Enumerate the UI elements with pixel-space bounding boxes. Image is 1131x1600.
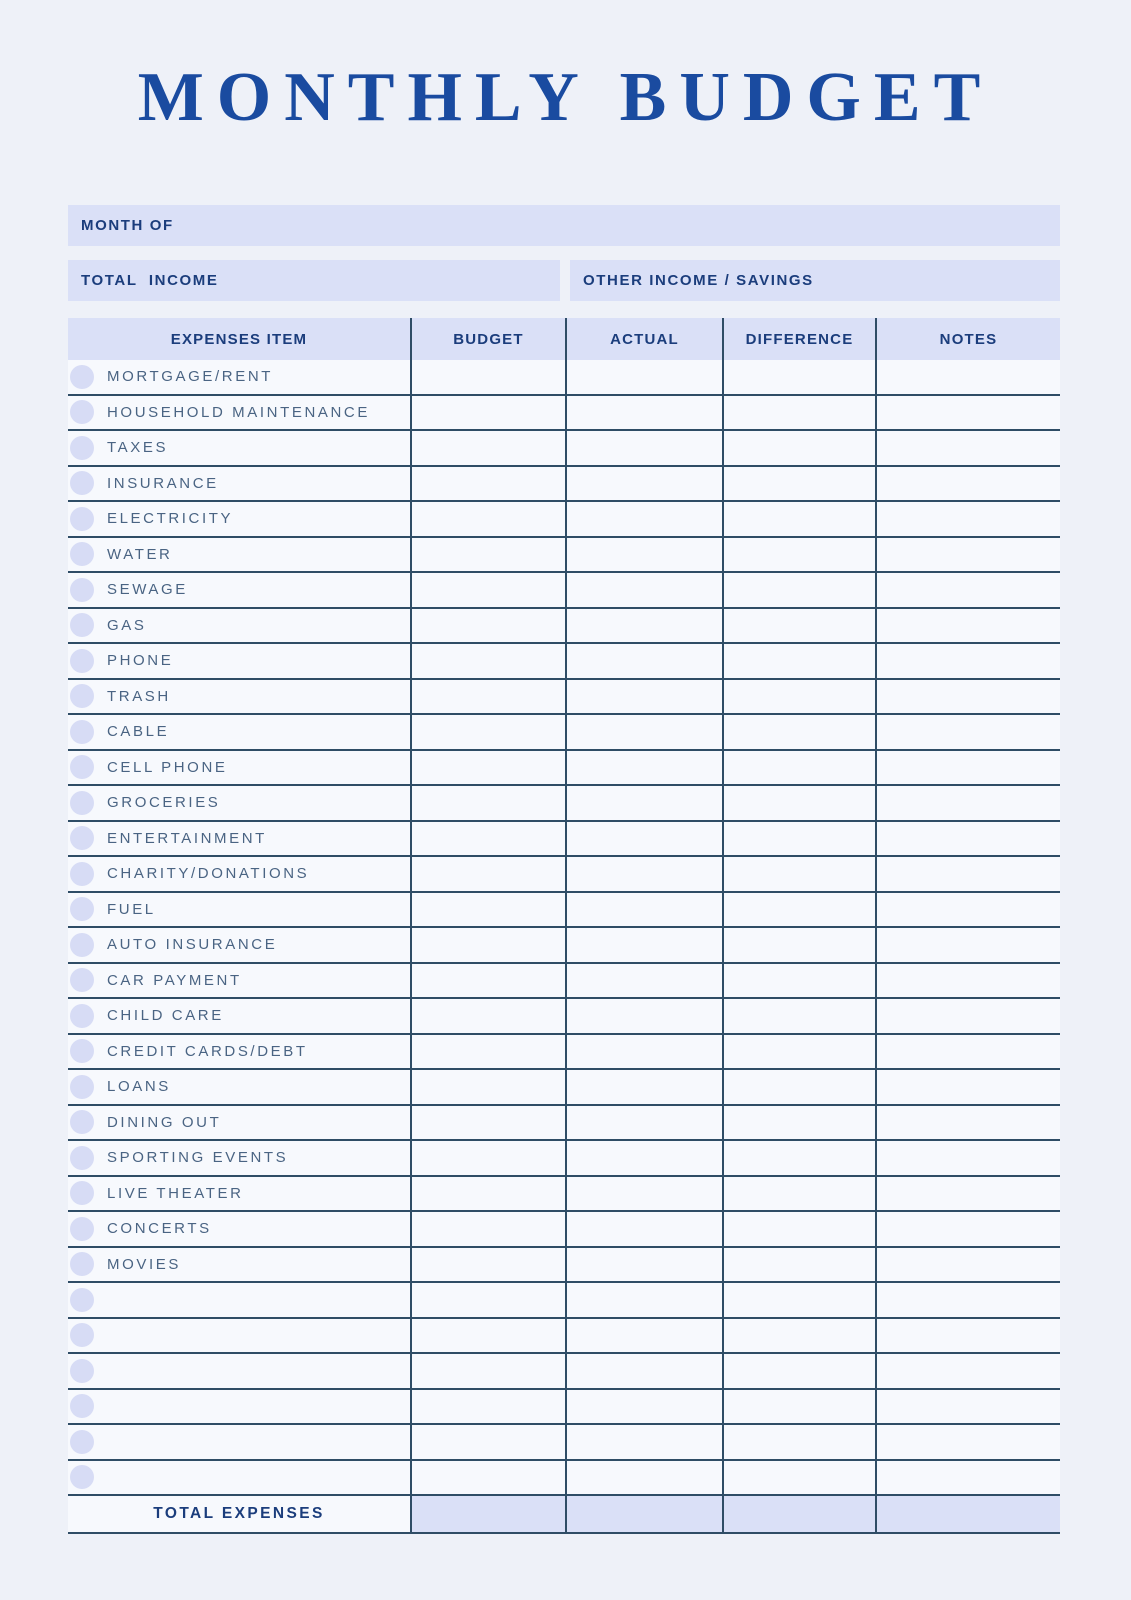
notes-cell: [875, 1177, 1060, 1211]
expense-item-cell: [68, 893, 410, 927]
expense-item-cell: [68, 964, 410, 998]
budget-cell: [410, 1212, 565, 1246]
actual-cell: [565, 1425, 722, 1459]
actual-cell: [565, 644, 722, 678]
bullet-circle-icon: [70, 1288, 94, 1312]
bullet-circle-icon: [70, 968, 94, 992]
expense-item-cell: [68, 999, 410, 1033]
expense-label: ELECTRICITY: [107, 510, 234, 528]
expenses-table: [68, 318, 1060, 1534]
header-expenses-item: EXPENSES ITEM: [68, 318, 410, 360]
budget-cell: [410, 1035, 565, 1069]
budget-cell: [410, 1425, 565, 1459]
budget-cell: [410, 538, 565, 572]
bullet-circle-icon: [70, 1146, 94, 1170]
expense-row: [68, 1035, 1060, 1071]
table-header-row: [68, 318, 1060, 360]
bullet-circle-icon: [70, 471, 94, 495]
actual-cell: [565, 609, 722, 643]
expense-label: CABLE: [107, 723, 170, 741]
expense-label: TRASH: [107, 687, 171, 705]
expense-item-cell: [68, 1248, 410, 1282]
difference-cell: [722, 573, 875, 607]
expense-item-cell: [68, 644, 410, 678]
actual-cell: [565, 786, 722, 820]
bullet-circle-icon: [70, 542, 94, 566]
bullet-circle-icon: [70, 613, 94, 637]
difference-cell: [722, 786, 875, 820]
notes-cell: [875, 786, 1060, 820]
expense-item-cell: [68, 786, 410, 820]
actual-cell: [565, 715, 722, 749]
budget-cell: [410, 715, 565, 749]
header-actual: ACTUAL: [565, 318, 722, 360]
expense-item-cell: [68, 467, 410, 501]
expense-label: ENTERTAINMENT: [107, 829, 267, 847]
actual-cell: [565, 1035, 722, 1069]
bullet-circle-icon: [70, 897, 94, 921]
expense-item-cell: [68, 360, 410, 394]
expense-row: [68, 1425, 1060, 1461]
budget-cell: [410, 644, 565, 678]
difference-cell: [722, 1319, 875, 1353]
difference-cell: [722, 1141, 875, 1175]
notes-cell: [875, 502, 1060, 536]
expense-item-cell: [68, 1212, 410, 1246]
budget-cell: [410, 928, 565, 962]
budget-cell: [410, 360, 565, 394]
notes-cell: [875, 1354, 1060, 1388]
expense-label: PHONE: [107, 652, 174, 670]
other-income-savings-field: [570, 260, 1060, 301]
budget-cell: [410, 1461, 565, 1495]
expense-label: CHILD CARE: [107, 1007, 224, 1025]
difference-cell: [722, 857, 875, 891]
budget-cell: [410, 1141, 565, 1175]
notes-cell: [875, 1283, 1060, 1317]
difference-cell: [722, 1283, 875, 1317]
difference-cell: [722, 360, 875, 394]
expense-label: GAS: [107, 616, 147, 634]
expense-item-cell: [68, 928, 410, 962]
actual-cell: [565, 964, 722, 998]
expense-label: MORTGAGE/RENT: [107, 368, 274, 386]
budget-cell: [410, 822, 565, 856]
difference-cell: [722, 1248, 875, 1282]
actual-cell: [565, 431, 722, 465]
expense-row: [68, 1177, 1060, 1213]
budget-cell: [410, 1177, 565, 1211]
difference-cell: [722, 680, 875, 714]
expense-row: [68, 502, 1060, 538]
bullet-circle-icon: [70, 1004, 94, 1028]
bullet-circle-icon: [70, 862, 94, 886]
expense-row: [68, 538, 1060, 574]
expense-item-cell: [68, 502, 410, 536]
notes-cell: [875, 1461, 1060, 1495]
difference-cell: [722, 1212, 875, 1246]
expense-label: LOANS: [107, 1078, 171, 1096]
notes-cell: [875, 715, 1060, 749]
budget-cell: [410, 1106, 565, 1140]
difference-cell: [722, 538, 875, 572]
notes-cell: [875, 360, 1060, 394]
difference-cell: [722, 893, 875, 927]
expense-row: [68, 1319, 1060, 1355]
expense-row: [68, 1354, 1060, 1390]
bullet-circle-icon: [70, 400, 94, 424]
actual-cell: [565, 1319, 722, 1353]
notes-cell: [875, 1070, 1060, 1104]
expense-item-cell: [68, 1283, 410, 1317]
expense-label: CELL PHONE: [107, 758, 228, 776]
bullet-circle-icon: [70, 1323, 94, 1347]
actual-cell: [565, 538, 722, 572]
other-income-savings-label: OTHER INCOME / SAVINGS: [583, 272, 814, 289]
expense-row: [68, 1212, 1060, 1248]
expense-label: DINING OUT: [107, 1113, 222, 1131]
expense-label: CONCERTS: [107, 1220, 212, 1238]
notes-cell: [875, 1212, 1060, 1246]
notes-cell: [875, 1035, 1060, 1069]
difference-cell: [722, 1106, 875, 1140]
notes-cell: [875, 467, 1060, 501]
expense-row: [68, 822, 1060, 858]
difference-cell: [722, 609, 875, 643]
actual-cell: [565, 928, 722, 962]
expense-item-cell: [68, 1390, 410, 1424]
budget-cell: [410, 1070, 565, 1104]
bullet-circle-icon: [70, 1465, 94, 1489]
expense-label: LIVE THEATER: [107, 1184, 244, 1202]
expense-item-cell: [68, 1035, 410, 1069]
expense-item-cell: [68, 1354, 410, 1388]
bullet-circle-icon: [70, 755, 94, 779]
expense-item-cell: [68, 1425, 410, 1459]
expense-row: [68, 1461, 1060, 1497]
page-content: [68, 205, 1060, 1534]
budget-cell: [410, 431, 565, 465]
expense-row: [68, 1141, 1060, 1177]
notes-cell: [875, 396, 1060, 430]
budget-cell: [410, 1283, 565, 1317]
expense-row: [68, 964, 1060, 1000]
actual-cell: [565, 751, 722, 785]
budget-cell: [410, 964, 565, 998]
notes-cell: [875, 1106, 1060, 1140]
notes-cell: [875, 857, 1060, 891]
actual-cell: [565, 1390, 722, 1424]
difference-cell: [722, 502, 875, 536]
budget-cell: [410, 502, 565, 536]
budget-cell: [410, 1354, 565, 1388]
actual-cell: [565, 573, 722, 607]
header-budget: BUDGET: [410, 318, 565, 360]
difference-cell: [722, 1390, 875, 1424]
difference-cell: [722, 1425, 875, 1459]
actual-cell: [565, 467, 722, 501]
notes-cell: [875, 1425, 1060, 1459]
table-body: [68, 360, 1060, 1496]
expense-row: [68, 644, 1060, 680]
income-section: [68, 260, 1060, 301]
expense-item-cell: [68, 538, 410, 572]
actual-cell: [565, 893, 722, 927]
bullet-circle-icon: [70, 1039, 94, 1063]
expense-item-cell: [68, 715, 410, 749]
difference-cell: [722, 964, 875, 998]
expense-row: [68, 680, 1060, 716]
notes-cell: [875, 999, 1060, 1033]
expense-item-cell: [68, 857, 410, 891]
expense-row: [68, 360, 1060, 396]
bullet-circle-icon: [70, 1075, 94, 1099]
header-notes: NOTES: [875, 318, 1060, 360]
budget-cell: [410, 467, 565, 501]
expense-item-cell: [68, 751, 410, 785]
budget-cell: [410, 609, 565, 643]
header-difference: DIFFERENCE: [722, 318, 875, 360]
expense-row: [68, 1283, 1060, 1319]
expense-label: AUTO INSURANCE: [107, 936, 278, 954]
actual-cell: [565, 502, 722, 536]
actual-cell: [565, 822, 722, 856]
expense-label: CHARITY/DONATIONS: [107, 865, 310, 883]
expense-label: TAXES: [107, 439, 169, 457]
actual-cell: [565, 1354, 722, 1388]
expense-item-cell: [68, 1177, 410, 1211]
notes-cell: [875, 1319, 1060, 1353]
page-title: MONTHLY BUDGET: [137, 59, 994, 136]
actual-cell: [565, 1461, 722, 1495]
notes-cell: [875, 431, 1060, 465]
actual-cell: [565, 1283, 722, 1317]
expense-item-cell: [68, 1461, 410, 1495]
expense-row: [68, 1106, 1060, 1142]
bullet-circle-icon: [70, 720, 94, 744]
expense-item-cell: [68, 1319, 410, 1353]
expense-item-cell: [68, 1106, 410, 1140]
actual-cell: [565, 857, 722, 891]
expense-label: FUEL: [107, 900, 156, 918]
expense-label: GROCERIES: [107, 794, 221, 812]
notes-cell: [875, 893, 1060, 927]
expense-row: [68, 857, 1060, 893]
budget-cell: [410, 1319, 565, 1353]
actual-cell: [565, 396, 722, 430]
expense-item-cell: [68, 1141, 410, 1175]
expense-row: [68, 1390, 1060, 1426]
notes-cell: [875, 1248, 1060, 1282]
budget-cell: [410, 573, 565, 607]
notes-cell: [875, 644, 1060, 678]
bullet-circle-icon: [70, 436, 94, 460]
difference-cell: [722, 715, 875, 749]
difference-cell: [722, 751, 875, 785]
notes-cell: [875, 538, 1060, 572]
expense-row: [68, 1248, 1060, 1284]
expense-item-cell: [68, 609, 410, 643]
actual-cell: [565, 1177, 722, 1211]
notes-cell: [875, 964, 1060, 998]
bullet-circle-icon: [70, 365, 94, 389]
expense-row: [68, 1070, 1060, 1106]
bullet-circle-icon: [70, 1110, 94, 1134]
notes-cell: [875, 573, 1060, 607]
actual-cell: [565, 680, 722, 714]
budget-cell: [410, 786, 565, 820]
expense-label: CREDIT CARDS/DEBT: [107, 1042, 308, 1060]
actual-cell: [565, 360, 722, 394]
actual-cell: [565, 999, 722, 1033]
actual-cell: [565, 1248, 722, 1282]
budget-cell: [410, 1248, 565, 1282]
bullet-circle-icon: [70, 1394, 94, 1418]
expense-item-cell: [68, 573, 410, 607]
expense-row: [68, 609, 1060, 645]
bullet-circle-icon: [70, 1252, 94, 1276]
expense-row: [68, 893, 1060, 929]
actual-cell: [565, 1212, 722, 1246]
notes-cell: [875, 1390, 1060, 1424]
difference-cell: [722, 999, 875, 1033]
bullet-circle-icon: [70, 1430, 94, 1454]
budget-cell: [410, 1390, 565, 1424]
bullet-circle-icon: [70, 507, 94, 531]
expense-label: INSURANCE: [107, 474, 219, 492]
notes-cell: [875, 609, 1060, 643]
notes-cell: [875, 928, 1060, 962]
bullet-circle-icon: [70, 1181, 94, 1205]
difference-cell: [722, 822, 875, 856]
budget-cell: [410, 999, 565, 1033]
notes-cell: [875, 1141, 1060, 1175]
total-notes-cell: [875, 1496, 1060, 1532]
difference-cell: [722, 431, 875, 465]
budget-cell: [410, 857, 565, 891]
expense-row: [68, 751, 1060, 787]
budget-cell: [410, 396, 565, 430]
bullet-circle-icon: [70, 1359, 94, 1383]
bullet-circle-icon: [70, 578, 94, 602]
expense-row: [68, 786, 1060, 822]
expense-item-cell: [68, 1070, 410, 1104]
difference-cell: [722, 1354, 875, 1388]
expense-row: [68, 467, 1060, 503]
month-of-label: MONTH OF: [81, 217, 174, 234]
expense-label: WATER: [107, 545, 173, 563]
expense-row: [68, 715, 1060, 751]
notes-cell: [875, 822, 1060, 856]
expense-row: [68, 431, 1060, 467]
expense-item-cell: [68, 822, 410, 856]
bullet-circle-icon: [70, 826, 94, 850]
bullet-circle-icon: [70, 649, 94, 673]
expense-label: CAR PAYMENT: [107, 971, 242, 989]
total-actual-cell: [565, 1496, 722, 1532]
difference-cell: [722, 396, 875, 430]
month-of-field: [68, 205, 1060, 246]
total-budget-cell: [410, 1496, 565, 1532]
difference-cell: [722, 467, 875, 501]
budget-cell: [410, 893, 565, 927]
bullet-circle-icon: [70, 1217, 94, 1241]
expense-item-cell: [68, 680, 410, 714]
total-income-field: [68, 260, 560, 301]
expense-row: [68, 396, 1060, 432]
notes-cell: [875, 751, 1060, 785]
expense-label: SPORTING EVENTS: [107, 1149, 289, 1167]
budget-cell: [410, 680, 565, 714]
expense-row: [68, 573, 1060, 609]
total-expenses-label: TOTAL EXPENSES: [68, 1496, 410, 1532]
difference-cell: [722, 1461, 875, 1495]
expense-item-cell: [68, 431, 410, 465]
total-income-label: TOTAL INCOME: [81, 272, 219, 289]
expense-label: HOUSEHOLD MAINTENANCE: [107, 403, 370, 421]
expense-item-cell: [68, 396, 410, 430]
actual-cell: [565, 1070, 722, 1104]
notes-cell: [875, 680, 1060, 714]
budget-cell: [410, 751, 565, 785]
total-expenses-row: [68, 1496, 1060, 1534]
difference-cell: [722, 1035, 875, 1069]
expense-row: [68, 928, 1060, 964]
bullet-circle-icon: [70, 791, 94, 815]
actual-cell: [565, 1106, 722, 1140]
bullet-circle-icon: [70, 933, 94, 957]
expense-label: MOVIES: [107, 1255, 181, 1273]
difference-cell: [722, 928, 875, 962]
expense-label: SEWAGE: [107, 581, 188, 599]
difference-cell: [722, 1177, 875, 1211]
difference-cell: [722, 1070, 875, 1104]
total-difference-cell: [722, 1496, 875, 1532]
actual-cell: [565, 1141, 722, 1175]
expense-row: [68, 999, 1060, 1035]
bullet-circle-icon: [70, 684, 94, 708]
difference-cell: [722, 644, 875, 678]
